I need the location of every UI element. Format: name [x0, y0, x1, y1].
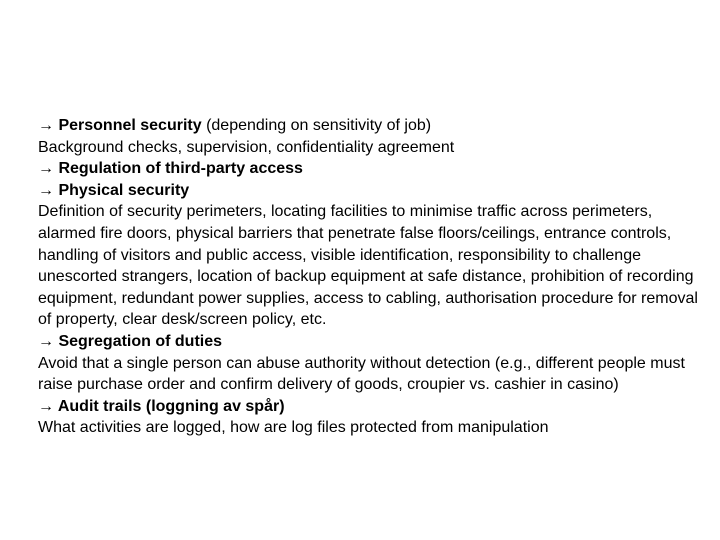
heading-text: → Personnel security [38, 117, 202, 134]
personnel-security-heading [38, 115, 714, 137]
physical-security-heading: → Physical security [38, 181, 190, 199]
segregation-of-duties-heading: → Segregation of duties [38, 332, 223, 350]
heading-suffix: (depending on sensitivity of job) [201, 117, 432, 134]
third-party-access-heading: → Regulation of third-party access [38, 160, 303, 178]
personnel-security-body: Background checks, supervision, confidentiality agreement [38, 138, 455, 156]
audit-trails-body: What activities are logged, how are log files protected from manipulation [38, 419, 549, 437]
audit-trails-heading: → Audit trails (loggning av spår) [38, 397, 285, 415]
segregation-of-duties-body: Avoid that a single person can abuse authority without detection (e.g., different people must raise purchase order and confirm delivery of goods, croupier vs. cashier in casino) [38, 354, 685, 394]
slide-body [38, 115, 714, 439]
physical-security-body: Definition of security perimeters, locating facilities to minimise traffic across perimeters, alarmed fire doors, physical barriers that penetrate false floors/ceilings, entrance controls, handling of visitors and public access, visible identification, responsibility to challenge unescorted strangers, location of backup equipment at safe distance, prohibition of recording equipment, redundant power supplies, access to cabling, authorisation procedure for removal of property, clear desk/screen policy, etc. [38, 203, 698, 329]
